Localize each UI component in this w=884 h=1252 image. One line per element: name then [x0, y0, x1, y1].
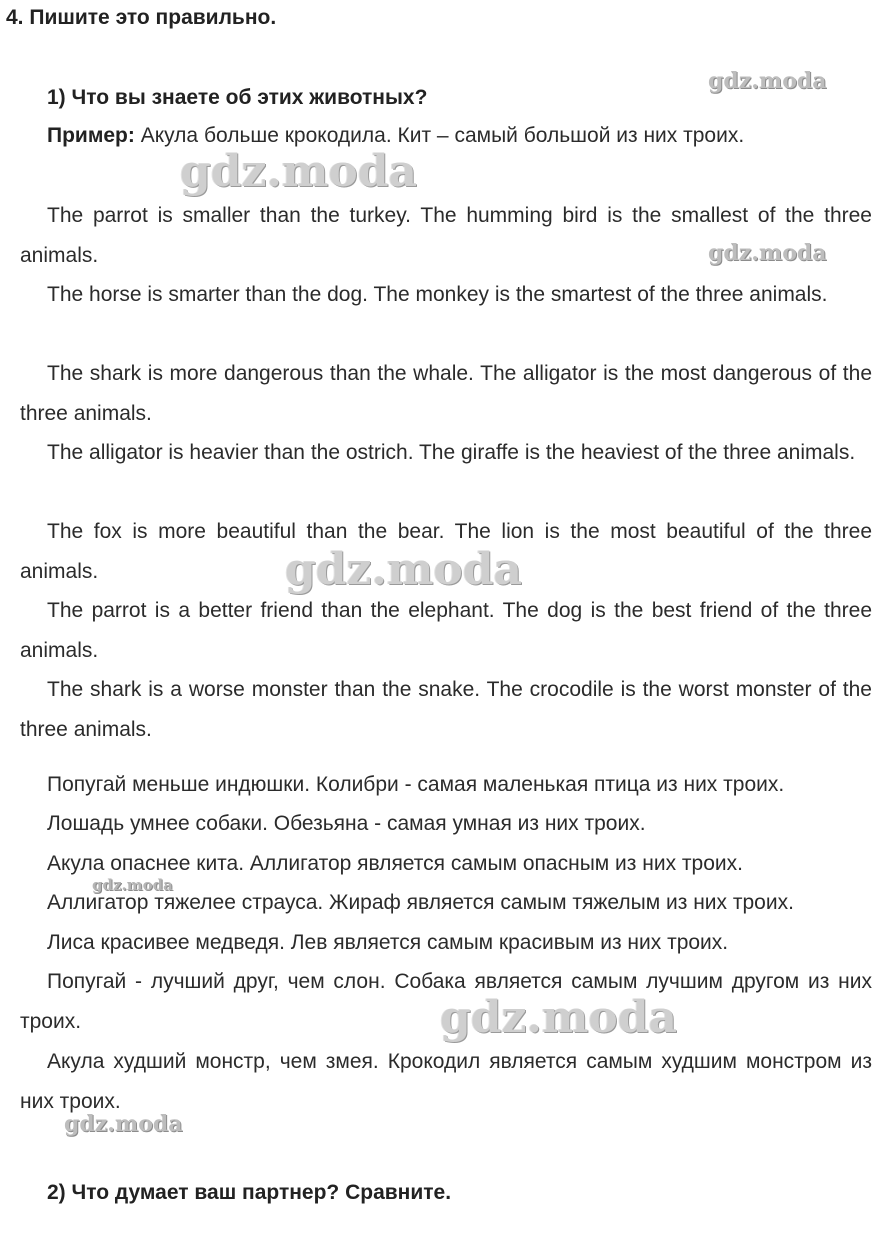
watermark-logo: gdz.moda — [708, 240, 827, 266]
english-answer-4: The alligator is heavier than the ostrich. The giraffe is the heaviest of the three animals. — [47, 441, 856, 464]
watermark-logo: gdz.moda — [92, 876, 173, 894]
example-line — [47, 124, 744, 148]
english-answer-2: The horse is smarter than the dog. The monkey is the smartest of the three animals. — [47, 283, 828, 306]
russian-translation-6: Попугай - лучший друг, чем слон. Собака является самым лучшим другом из них троих. — [20, 970, 872, 1033]
watermark-logo: gdz.moda — [64, 1111, 183, 1137]
example-label: Пример: — [47, 124, 135, 147]
russian-translation-2: Лошадь умнее собаки. Обезьяна - самая умная из них троих. — [47, 812, 646, 835]
russian-translation-3: Акула опаснее кита. Аллигатор является самым опасным из них троих. — [47, 852, 743, 875]
watermark-logo: gdz.moda — [180, 146, 418, 197]
watermark-logo: gdz.moda — [440, 992, 678, 1043]
russian-translation-1: Попугай меньше индюшки. Колибри - самая маленькая птица из них троих. — [47, 773, 785, 796]
watermark-logo: gdz.moda — [708, 68, 827, 94]
exercise-title: 4. Пишите это правильно. — [6, 6, 277, 29]
russian-translation-4: Аллигатор тяжелее страуса. Жираф является самым тяжелым из них троих. — [47, 891, 794, 914]
watermark-logo: gdz.moda — [285, 544, 523, 595]
russian-translation-5: Лиса красивее медведя. Лев является самым красивым из них троих. — [47, 931, 729, 954]
english-answer-1: The parrot is smaller than the turkey. The humming bird is the smallest of the three animals. — [20, 204, 872, 267]
english-answer-5: The fox is more beautiful than the bear. The lion is the most beautiful of the three animals. — [20, 520, 872, 583]
english-answer-7: The shark is a worse monster than the snake. The crocodile is the worst monster of the three animals. — [20, 678, 872, 741]
russian-translation-7: Акула худший монстр, чем змея. Крокодил является самым худшим монстром из них троих. — [20, 1050, 872, 1113]
english-answer-3: The shark is more dangerous than the whale. The alligator is the most dangerous of the three animals. — [20, 362, 872, 425]
section-1-heading: 1) Что вы знаете об этих животных? — [47, 86, 428, 109]
english-answer-6: The parrot is a better friend than the elephant. The dog is the best friend of the three animals. — [20, 599, 872, 662]
example-text: Акула больше крокодила. Кит – самый большой из них троих. — [134, 124, 745, 147]
section-2-heading: 2) Что думает ваш партнер? Сравните. — [47, 1181, 452, 1204]
